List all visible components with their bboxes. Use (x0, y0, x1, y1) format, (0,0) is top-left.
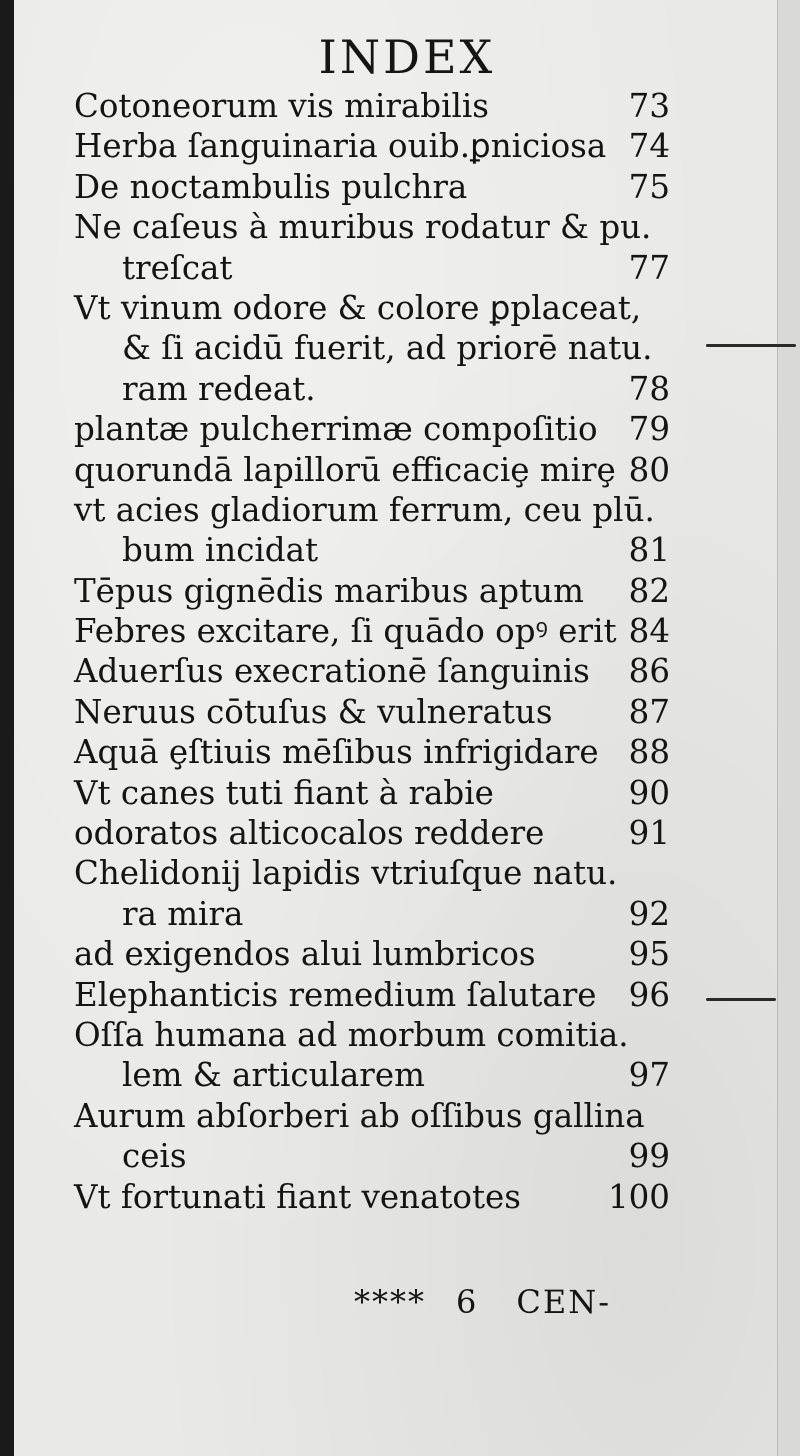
index-entry (74, 611, 670, 651)
signature-mark: 6 (456, 1283, 477, 1321)
index-entry (74, 207, 670, 247)
entry-page-number: 95 (628, 935, 670, 974)
entry-page-number: 77 (628, 248, 670, 287)
entry-page-number: 96 (628, 975, 670, 1014)
entry-page-number: 87 (628, 692, 670, 731)
entry-text: Oſſa humana ad morbum comitia. (74, 1015, 629, 1054)
entry-text: Aduerſus execrationē ſanguinis (74, 652, 590, 691)
index-entry (74, 409, 670, 449)
entry-page-number: 97 (628, 1056, 670, 1095)
entry-page-number: 74 (628, 127, 670, 166)
entry-text: Vt vinum odore & colore ꝑplaceat, (74, 288, 642, 327)
index-entry-continuation (74, 894, 670, 934)
entry-page-number: 82 (628, 571, 670, 610)
entry-text: & ſi acidū fuerit, ad priorē natu. (122, 329, 653, 368)
book-page (14, 0, 800, 1456)
entry-page-number: 80 (628, 450, 670, 489)
entry-page-number: 86 (628, 652, 670, 691)
index-entry (74, 288, 670, 328)
entry-text: Tēpus gignēdis maribus aptum (74, 571, 584, 610)
index-entry (74, 86, 670, 126)
entry-text: Herba ſanguinaria ouib.ꝑniciosa (74, 127, 607, 166)
entry-text: ceis (122, 1137, 187, 1176)
margin-mark (706, 344, 796, 347)
entry-page-number: 99 (628, 1137, 670, 1176)
adjacent-page-edge (777, 0, 800, 1456)
entry-text: Vt canes tuti fiant à rabie (74, 773, 494, 812)
entry-text: bum incidat (122, 531, 319, 570)
index-entry-continuation (74, 1055, 670, 1095)
entry-page-number: 84 (628, 612, 670, 651)
entry-text: Neruus cōtuſus & vulneratus (74, 692, 553, 731)
signature-stars: **** (354, 1283, 426, 1321)
entry-text: ad exigendos alui lumbricos (74, 935, 536, 974)
entry-page-number: 79 (628, 410, 670, 449)
entry-page-number: 75 (628, 167, 670, 206)
index-entry (74, 651, 670, 691)
entry-page-number: 100 (607, 1177, 670, 1216)
page-footer (354, 1283, 611, 1321)
index-entry-continuation (74, 1136, 670, 1176)
index-entry-continuation (74, 248, 670, 288)
margin-mark (706, 998, 776, 1001)
entry-page-number: 88 (628, 733, 670, 772)
entry-text: lem & articularem (122, 1056, 425, 1095)
entry-text: Chelidonij lapidis vtriuſque natu. (74, 854, 618, 893)
entry-text: treſcat (122, 248, 233, 287)
entry-page-number: 81 (628, 531, 670, 570)
index-entry (74, 975, 670, 1015)
entry-text: ra mira (122, 894, 244, 933)
entry-text: ram redeat. (122, 369, 316, 408)
index-entry (74, 1177, 670, 1217)
index-entry-continuation (74, 328, 670, 368)
entry-text: vt acies gladiorum ferrum, ceu plū. (74, 490, 655, 529)
index-entry (74, 1015, 670, 1055)
index-entry (74, 571, 670, 611)
index-entry-continuation (74, 369, 670, 409)
entry-text: De noctambulis pulchra (74, 167, 468, 206)
entry-text: Febres excitare, ſi quādo opꝰ erit (74, 612, 617, 651)
index-entry (74, 934, 670, 974)
index-entry (74, 732, 670, 772)
entry-page-number: 73 (628, 87, 670, 125)
entry-text: odoratos alticocalos reddere (74, 814, 545, 853)
index-entry (74, 813, 670, 853)
catchword: CEN- (516, 1283, 612, 1321)
entry-page-number: 92 (628, 894, 670, 933)
index-entry (74, 773, 670, 813)
entry-page-number: 91 (628, 814, 670, 853)
entry-text: Cotoneorum vis mirabilis (74, 87, 489, 125)
entry-text: Aurum abſorberi ab oſſibus gallina (74, 1096, 645, 1135)
index-entry (74, 126, 670, 166)
index-entry-continuation (74, 530, 670, 570)
entry-page-number: 90 (628, 773, 670, 812)
entry-text: quorundā lapillorū efficaciȩ mirȩ (74, 450, 616, 489)
index-entry (74, 490, 670, 530)
index-entry (74, 167, 670, 207)
index-entry (74, 692, 670, 732)
index-entry (74, 450, 670, 490)
page-title: INDEX (318, 30, 496, 84)
index-entry (74, 853, 670, 893)
entry-text: Aquā ȩſtiuis mēſibus infrigidare (74, 733, 599, 772)
entry-text: Elephanticis remedium ſalutare (74, 975, 597, 1014)
index-list (74, 86, 670, 1217)
entry-page-number: 78 (628, 369, 670, 408)
entry-text: plantæ pulcherrimæ compoſitio (74, 410, 598, 449)
index-entry (74, 1096, 670, 1136)
entry-text: Ne caſeus à muribus rodatur & pu. (74, 208, 652, 247)
entry-text: Vt fortunati fiant venatotes (74, 1177, 521, 1216)
